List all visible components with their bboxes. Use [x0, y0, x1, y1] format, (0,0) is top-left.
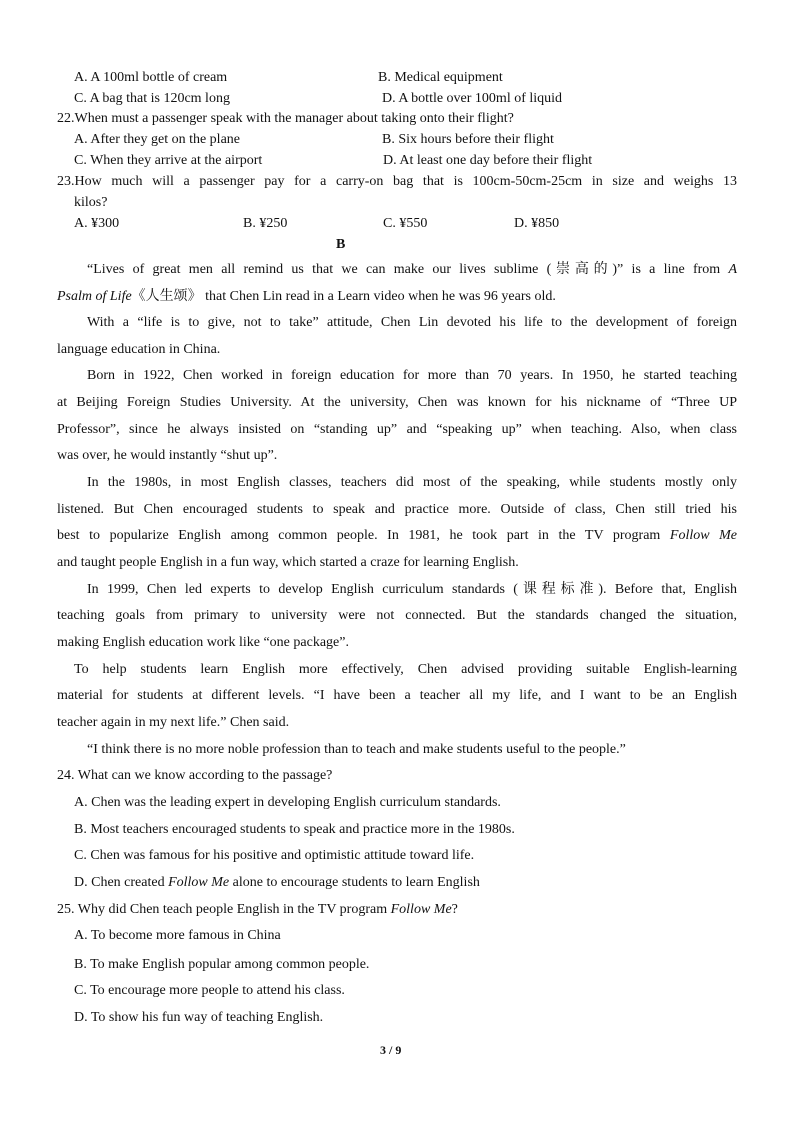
passage-p1-line1	[87, 261, 737, 279]
passage-p1-line2	[57, 288, 556, 306]
question-text: ?	[451, 902, 458, 917]
question-italic: Follow Me	[390, 902, 452, 917]
q21-option-c: C. A bag that is 120cm long	[74, 91, 230, 106]
passage-text: best to popularize English among common people. In 1981, he took part in the TV program	[57, 528, 661, 543]
q25-option-b: B. To make English popular among common people.	[74, 957, 370, 972]
q22-option-b: B. Six hours before their flight	[382, 132, 554, 147]
q24-option-a: A. Chen was the leading expert in developing English curriculum standards.	[74, 795, 501, 810]
passage-p5-line1: In 1999, Chen led experts to develop English curriculum standards (课程标准). Before that, English	[87, 582, 737, 597]
passage-p3-line1: Born in 1922, Chen worked in foreign education for more than 70 years. In 1950, he started teaching	[87, 368, 737, 383]
passage-p6-line3: teacher again in my next life.” Chen said.	[57, 715, 290, 730]
option-text: alone to encourage students to learn English	[232, 875, 480, 890]
q21-option-d: D. A bottle over 100ml of liquid	[382, 91, 563, 106]
question-text: 25. Why did Chen teach people English in the TV program	[57, 902, 388, 917]
passage-p4-line4: and taught people English in a fun way, which started a craze for learning English.	[57, 555, 519, 570]
passage-italic: Follow Me	[669, 528, 738, 543]
passage-p6-line2: material for students at different levels. “I have been a teacher all my life, and I want to be an English	[57, 688, 737, 703]
passage-p2-line2: language education in China.	[57, 342, 221, 357]
q24-option-c: C. Chen was famous for his positive and optimistic attitude toward life.	[74, 848, 475, 863]
passage-p3-line3: Professor”, since he always insisted on “standing up” and “speaking up” when teaching. Also, when class	[57, 422, 737, 437]
q23-question-cont: kilos?	[74, 195, 108, 210]
passage-p3-line4: was over, he would instantly “shut up”.	[57, 448, 278, 463]
q24-option-b: B. Most teachers encouraged students to speak and practice more in the 1980s.	[74, 822, 515, 837]
q23-option-c: C. ¥550	[383, 216, 428, 231]
passage-italic: A	[728, 262, 738, 277]
q24-option-d	[74, 874, 480, 892]
q21-option-a: A. A 100ml bottle of cream	[74, 70, 228, 85]
q22-question: 22.When must a passenger speak with the manager about taking onto their flight?	[57, 111, 514, 126]
q25-option-d: D. To show his fun way of teaching English.	[74, 1010, 324, 1025]
option-italic: Follow Me	[168, 875, 230, 890]
passage-p4-line1: In the 1980s, in most English classes, teachers did most of the speaking, while students mostly only	[87, 475, 737, 490]
q25-option-a: A. To become more famous in China	[74, 928, 281, 943]
page-number: 3 / 9	[380, 1043, 402, 1057]
q23-question: 23.How much will a passenger pay for a carry-on bag that is 100cm-50cm-25cm in size and weighs 13	[57, 174, 737, 189]
passage-text: 《人生颂》	[131, 289, 202, 304]
q21-option-b: B. Medical equipment	[378, 70, 503, 85]
passage-p3-line2: at Beijing Foreign Studies University. At the university, Chen was known for his nickname of “Three UP	[57, 395, 737, 410]
q22-option-a: A. After they get on the plane	[74, 132, 241, 147]
q24-question: 24. What can we know according to the passage?	[57, 768, 333, 783]
passage-p4-line3	[57, 527, 737, 545]
passage-text: “Lives of great men all remind us that we can make our lives sublime (崇高的)” is a line from	[87, 262, 721, 277]
section-heading: B	[336, 237, 346, 252]
passage-p2-line1: With a “life is to give, not to take” attitude, Chen Lin devoted his life to the development of foreign	[87, 315, 737, 330]
passage-text: that Chen Lin read in a Learn video when he was 96 years old.	[205, 289, 556, 304]
option-text: D. Chen created	[74, 875, 165, 890]
q22-option-c: C. When they arrive at the airport	[74, 153, 263, 168]
passage-p5-line2: teaching goals from primary to university were not connected. But the standards changed the situation,	[57, 608, 737, 623]
passage-italic: Psalm of Life	[57, 289, 132, 304]
passage-p7-line1: “I think there is no more noble profession than to teach and make students useful to the people.”	[87, 742, 626, 757]
q22-option-d: D. At least one day before their flight	[383, 153, 593, 168]
q23-option-d: D. ¥850	[514, 216, 560, 231]
passage-p6-line1: To help students learn English more effectively, Chen advised providing suitable English-learning	[74, 662, 737, 677]
passage-p4-line2: listened. But Chen encouraged students to speak and practice more. Outside of class, Chen still tried his	[57, 502, 737, 517]
q23-option-a: A. ¥300	[74, 216, 120, 231]
q25-question	[57, 901, 458, 919]
q23-option-b: B. ¥250	[243, 216, 288, 231]
passage-p5-line3: making English education work like “one package”.	[57, 635, 349, 650]
q25-option-c: C. To encourage more people to attend his class.	[74, 983, 345, 998]
